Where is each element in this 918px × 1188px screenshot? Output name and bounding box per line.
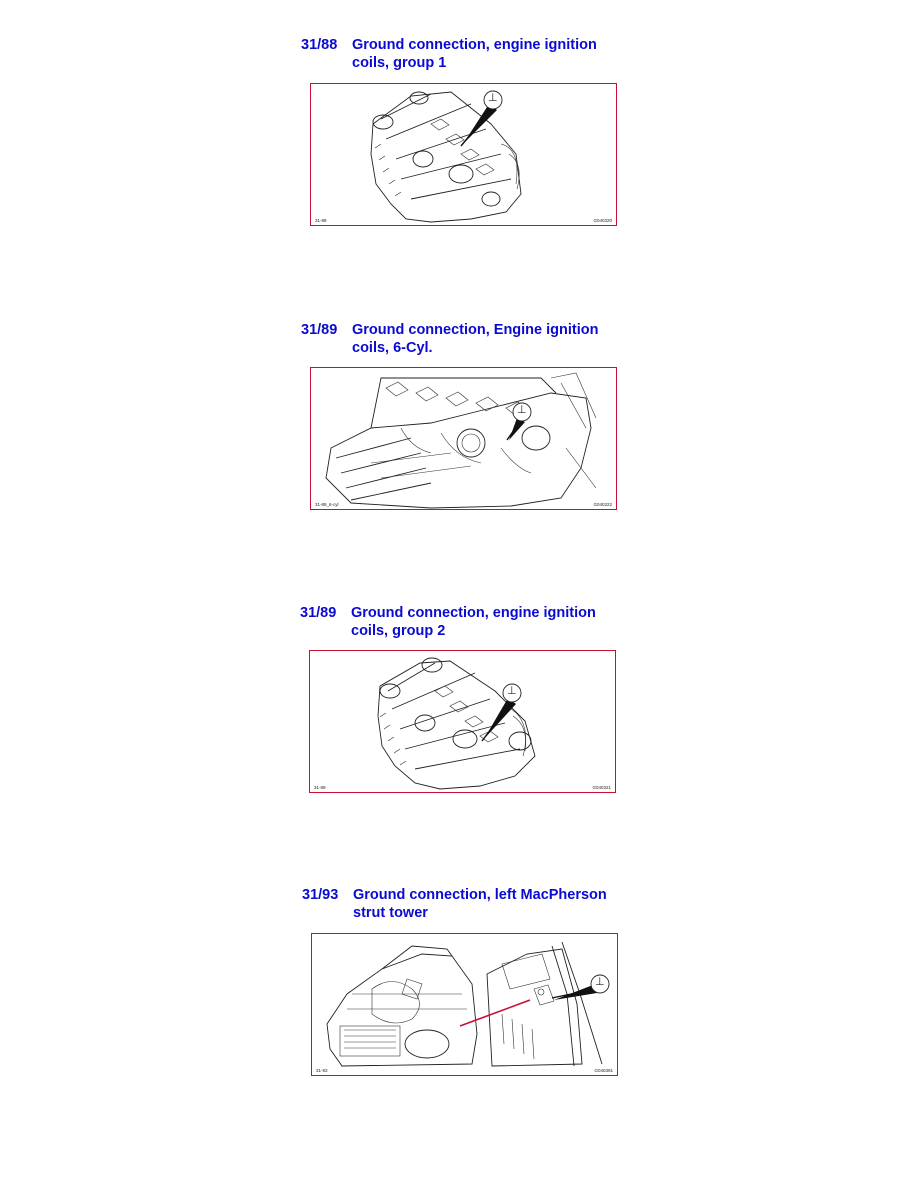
figure-code: 31-88: [315, 218, 327, 223]
ground-symbol-icon: ⊥: [595, 976, 605, 988]
figure-id: G040391: [594, 1068, 613, 1073]
figure-id: G040322: [593, 502, 612, 507]
section-number: 31/89: [300, 605, 337, 621]
section-number: 31/88: [301, 37, 338, 53]
ground-symbol-icon: ⊥: [507, 685, 517, 697]
ground-symbol-icon: ⊥: [488, 92, 498, 104]
section-number: 31/93: [302, 887, 339, 903]
section-title: Ground connection, left MacPherson strut tower: [353, 887, 607, 921]
section-title: Ground connection, Engine ignition coils, 6-Cyl.: [352, 322, 599, 356]
engine-coils-6-cyl-diagram: [310, 367, 617, 510]
figure-id: G040320: [593, 218, 612, 223]
figure-code: 31-89_6-cyl: [315, 502, 339, 507]
section-number: 31/89: [301, 322, 338, 338]
figure-id: G040321: [592, 785, 611, 790]
strut-tower-diagram: [311, 933, 618, 1076]
section-title: Ground connection, engine ignition coils, group 2: [351, 605, 596, 639]
ground-symbol-icon: ⊥: [517, 404, 527, 416]
engine-coils-group-1-diagram: [310, 83, 617, 226]
figure-code: 31-89: [314, 785, 326, 790]
engine-coils-group-2-diagram: [309, 650, 616, 793]
figure-code: 31-93: [316, 1068, 328, 1073]
section-title: Ground connection, engine ignition coils, group 1: [352, 37, 597, 71]
